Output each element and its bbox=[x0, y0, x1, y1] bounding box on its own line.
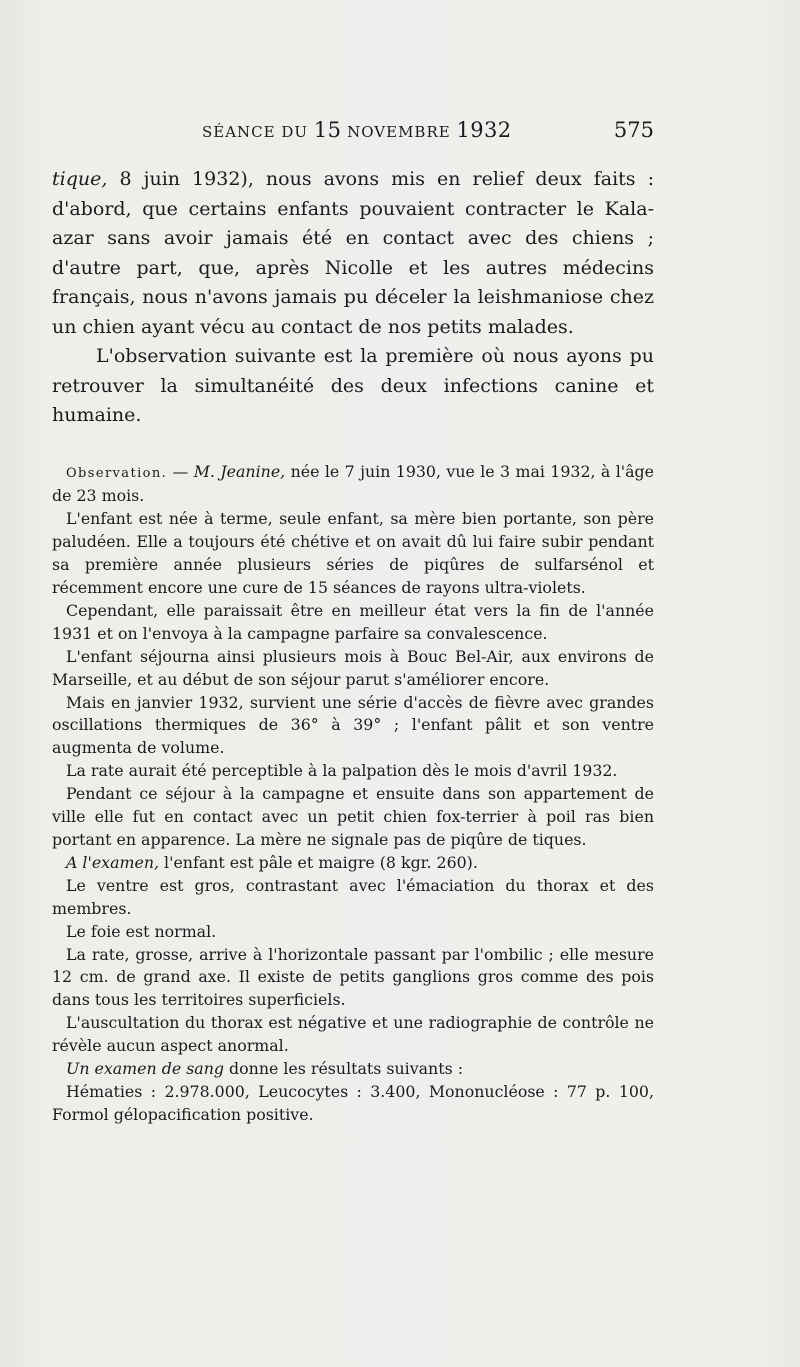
observation-lead bbox=[52, 461, 654, 509]
observation-paragraph: La rate, grosse, arrive à l'horizontale passant par l'ombilic ; elle mesure 12 cm. de grand axe. Il existe de petits ganglions gros comme des pois dans tous les territoires superficiels. bbox=[52, 944, 654, 1010]
blood-exam-italic: Un examen de sang bbox=[66, 1059, 224, 1079]
title-day: 15 bbox=[313, 118, 342, 142]
observation-paragraph: L'enfant séjourna ainsi plusieurs mois à Bouc Bel-Air, aux environs de Marseille, et au début de son séjour parut s'améliorer encore. bbox=[52, 646, 654, 689]
exam-italic: A l'examen, bbox=[66, 852, 160, 872]
title-year: 1932 bbox=[456, 118, 512, 142]
intro-italic: tique, bbox=[52, 168, 108, 190]
observation-paragraph: L'enfant est née à terme, seule enfant, sa mère bien portante, son père paludéen. Elle a toujours été chétive et on avait dû lui faire subir pendant sa première année plusieurs séries de piqûres de sulfarsénol et récemment encore une cure de 15 séances de rayons ultra-violets. bbox=[52, 509, 654, 598]
title-month: NOVEMBRE bbox=[341, 123, 457, 141]
title-prefix: SÉANCE DU bbox=[202, 123, 314, 141]
running-title bbox=[202, 118, 512, 142]
observation-lead-text: née le 7 juin 1930, vue le 3 mai 1932, à l'âge de 23 mois. bbox=[52, 461, 654, 506]
observation-paragraph: L'auscultation du thorax est négative et une radiographie de contrôle ne révèle aucun aspect anormal. bbox=[52, 1013, 654, 1056]
observation-section bbox=[52, 461, 654, 1127]
page-number: 575 bbox=[613, 118, 654, 142]
observation-dash: — bbox=[167, 461, 194, 481]
intro-paragraph bbox=[52, 165, 654, 342]
observation-paragraph: Mais en janvier 1932, survient une série d'accès de fièvre avec grandes oscillations thermiques de 36° à 39° ; l'enfant pâlit et son ventre augmenta de volume. bbox=[52, 692, 654, 758]
intro-section bbox=[52, 165, 654, 431]
observation-paragraph: Le ventre est gros, contrastant avec l'émaciation du thorax et des membres. bbox=[52, 875, 654, 918]
body-text bbox=[52, 165, 654, 1127]
exam-text: l'enfant est pâle et maigre (8 kgr. 260). bbox=[159, 852, 478, 872]
blood-results: Hématies : 2.978.000, Leucocytes : 3.400, Mononucléose : 77 p. 100, Formol gélopacification positive. bbox=[52, 1081, 654, 1124]
observation-paragraph: Le foie est normal. bbox=[66, 921, 217, 941]
exam-paragraph bbox=[52, 852, 654, 875]
blood-exam-text: donne les résultats suivants : bbox=[224, 1059, 464, 1079]
patient-name: M. Jeanine, bbox=[193, 461, 286, 481]
observation-paragraph: La rate aurait été perceptible à la palpation dès le mois d'avril 1932. bbox=[66, 761, 618, 781]
running-header bbox=[52, 118, 654, 152]
observation-paragraph: Pendant ce séjour à la campagne et ensuite dans son appartement de ville elle fut en contact avec un petit chien fox-terrier à poil ras bien portant en apparence. La mère ne signale pas de piqûre de tiques. bbox=[52, 784, 654, 849]
observation-paragraph: Cependant, elle paraissait être en meilleur état vers la fin de l'année 1931 et on l'envoya à la campagne parfaire sa convalescence. bbox=[52, 600, 654, 643]
intro-text: 8 juin 1932), nous avons mis en relief deux faits : d'abord, que certains enfants pouvaient contracter le Kala-azar sans avoir jamais été en contact avec des chiens ; d'autre part, que, après Nicolle et les autres médecins français, nous n'avons jamais pu déceler la leishmaniose chez un chien ayant vécu au contact de nos petits malades. bbox=[52, 168, 654, 338]
blood-exam-paragraph bbox=[52, 1058, 654, 1081]
observation-label: Observation. bbox=[66, 465, 168, 481]
intro-paragraph: L'observation suivante est la première où nous ayons pu retrouver la simultanéité des deux infections canine et humaine. bbox=[52, 345, 654, 426]
